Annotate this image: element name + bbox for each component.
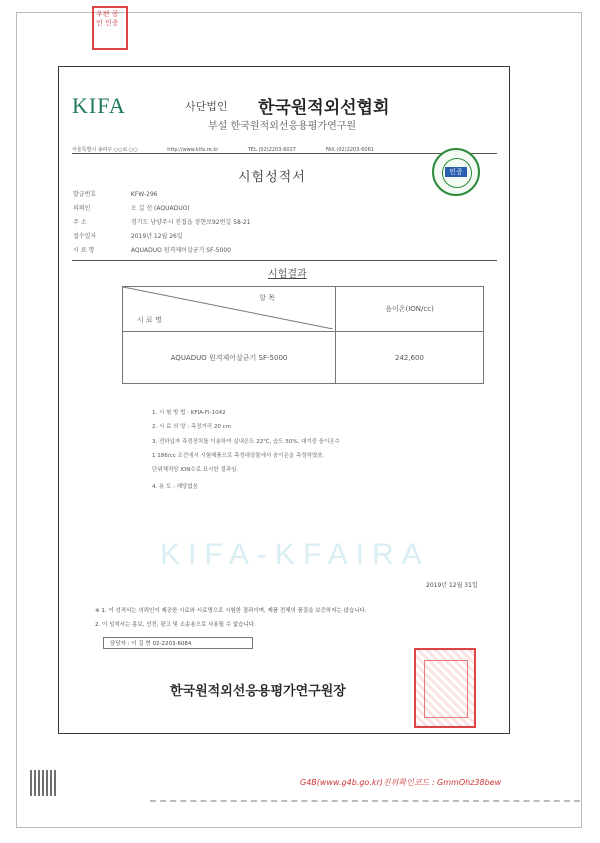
- verification-link[interactable]: G4B(www.g4b.go.kr)진위확인코드 : GmmOhz38bew: [300, 778, 502, 787]
- info-row: [73, 203, 190, 212]
- info-value: 2019년 12월 26일: [130, 233, 183, 240]
- badge-label: 인증: [445, 167, 467, 177]
- divider: [72, 260, 497, 261]
- org-name: 한국원적외선협회: [258, 98, 390, 118]
- address-line: [72, 146, 497, 153]
- info-label: 접수일자: [73, 233, 97, 240]
- info-row: [73, 189, 158, 198]
- qr-code-icon: [30, 770, 56, 796]
- divider: [72, 153, 497, 154]
- results-table: [122, 286, 484, 384]
- note-line: 4. 용 도 : 해당없음: [152, 484, 198, 490]
- address: 서울특별시 송파구 ○○로 ○○: [72, 147, 138, 153]
- note-line: 1. 시 험 방 법 : KFIA-FI-1042: [152, 410, 226, 416]
- info-value: KFW-296: [130, 191, 158, 198]
- fax: FAX.(02)2203-6061: [325, 147, 374, 153]
- note-line: 3. 전하입자 측정장치를 이용하여 실내온도 22℃, 습도 50%, 대기중 음이온수: [152, 439, 341, 445]
- info-value: AQUADUO 원격제어살균기 SF-5000: [130, 247, 231, 254]
- info-value: 경기도 남양주시 진접읍 장현로92번길 58-21: [130, 219, 251, 226]
- official-seal-icon: [414, 648, 476, 728]
- kifa-logo: KIFA: [72, 93, 126, 118]
- certification-seal-stamp: [92, 6, 128, 50]
- info-row: [73, 245, 231, 254]
- info-row: [73, 231, 183, 240]
- org-prefix: 사단법인: [185, 100, 228, 113]
- info-label: 주 소: [73, 219, 87, 226]
- table-header-row: [123, 287, 484, 332]
- info-row: [73, 217, 251, 226]
- footnote-line: 2. 이 성적서는 홍보, 선전, 광고 및 소송용으로 사용될 수 없습니다.: [95, 622, 256, 628]
- note-line: 1 186/cc 조건에서 시험제품으로 측정대상물에서 음이온을 측정하였음.: [152, 453, 325, 459]
- info-value: 오 길 선 (AQUADUO): [130, 205, 190, 212]
- document-title: 시험성적서: [238, 170, 306, 185]
- issue-date: 2019년 12월 31일: [426, 582, 478, 589]
- note-line: 2. 시 료 의 양 : 측정거리 20 cm: [152, 424, 231, 430]
- sample-name-cell: AQUADUO 원격제어살균기 SF-5000: [123, 332, 336, 384]
- info-label: 발급번호: [73, 191, 97, 198]
- header-item: 항 목: [259, 294, 275, 302]
- note-line: 단위체적당 ION수로 표시한 결과임.: [152, 467, 239, 473]
- diagonal-header-cell: [123, 287, 336, 332]
- result-section-title: 시험결과: [268, 269, 307, 280]
- header-sample: 시 료 명: [137, 316, 162, 324]
- website: http://www.kifa.re.kr: [167, 147, 219, 153]
- watermark: KIFA-KFAIRA: [160, 538, 430, 571]
- tel: TEL.(02)2203-6027: [247, 147, 296, 153]
- org-subtitle: 부설 한국원적외선응용평가연구원: [208, 121, 357, 132]
- issuer-name: 한국원적외선응용평가연구원장: [170, 684, 346, 699]
- seal-text: 우편 공인 인증: [96, 10, 119, 27]
- ion-value-cell: 242,600: [336, 332, 484, 384]
- footnote-line: ※ 1. 이 성적서는 의뢰인이 제공한 시료와 시료명으로 시험한 결과이며, 제품 전체의 품질을 보증하지는 않습니다.: [95, 608, 367, 614]
- info-label: 시 료 명: [73, 247, 95, 254]
- kolas-badge-icon: [432, 148, 480, 196]
- footer-divider: [150, 800, 580, 802]
- contact-box: 담당자 : 이 길 현 02-2203-6084: [103, 637, 253, 649]
- header-value: 음이온(ION/cc): [336, 287, 484, 332]
- info-label: 의뢰인: [73, 205, 91, 212]
- table-row: [123, 332, 484, 384]
